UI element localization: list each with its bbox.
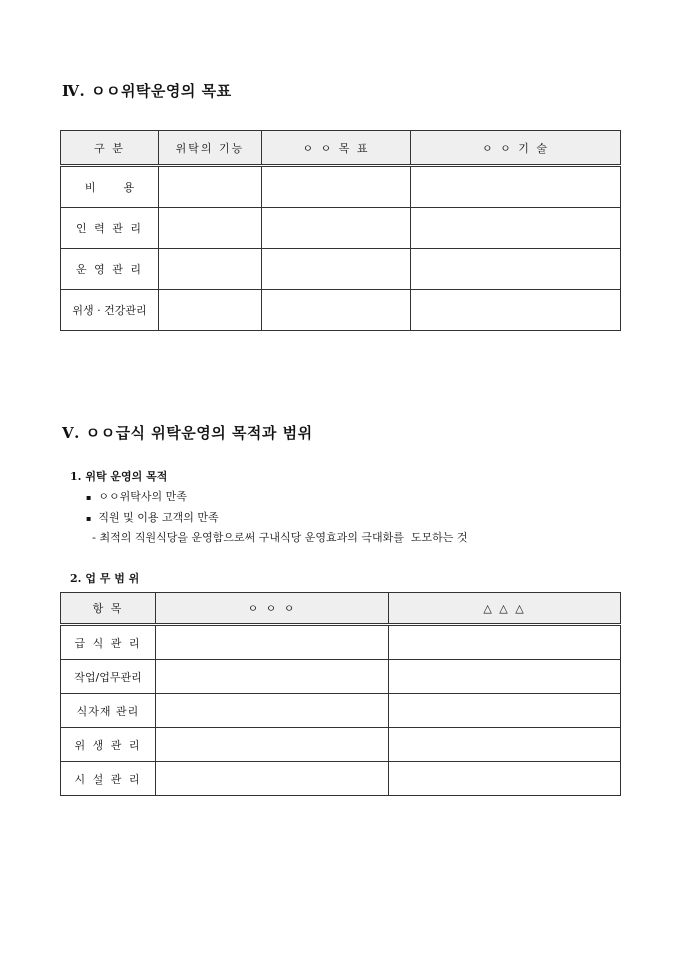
- list-item: [86, 509, 219, 525]
- table-cell: [156, 694, 389, 728]
- table-cell: [262, 166, 411, 208]
- row-label: 급 식 관 리: [61, 625, 156, 660]
- row-label: 위 생 관 리: [61, 728, 156, 762]
- table-cell: [156, 762, 389, 796]
- dash-icon: -: [92, 531, 96, 544]
- table-cell: [389, 728, 621, 762]
- table-cell: [411, 249, 621, 290]
- table-cell: [156, 625, 389, 660]
- table-header-row: [61, 593, 621, 625]
- header-party-b: △ △ △: [389, 593, 621, 625]
- row-label: 인 력 관 리: [61, 208, 159, 249]
- table-cell: [262, 290, 411, 331]
- table-cell: [262, 208, 411, 249]
- table-cell: [411, 166, 621, 208]
- bullet-icon: ▪: [86, 514, 92, 523]
- row-label: 작업/업무관리: [61, 660, 156, 694]
- row-label: 비 용: [61, 166, 159, 208]
- table-row: [61, 249, 621, 290]
- goals-table: [60, 130, 621, 331]
- header-category: 구 분: [61, 131, 159, 166]
- header-function: 위탁의 기능: [159, 131, 262, 166]
- table-row: [61, 762, 621, 796]
- purpose-subheading: 1. 위탁 운영의 목적: [70, 470, 168, 483]
- table-row: [61, 166, 621, 208]
- bullet-text: 직원 및 이용 고객의 만족: [98, 511, 219, 524]
- table-cell: [411, 290, 621, 331]
- table-row: [61, 625, 621, 660]
- table-cell: [159, 166, 262, 208]
- header-goal: ㅇ ㅇ 목 표: [262, 131, 411, 166]
- scope-subheading: 2. 업 무 범 위: [70, 572, 140, 585]
- table-cell: [159, 290, 262, 331]
- table-cell: [389, 762, 621, 796]
- list-item: [92, 529, 468, 545]
- row-label: 위생 · 건강관리: [61, 290, 159, 331]
- header-party-a: ㅇ ㅇ ㅇ: [156, 593, 389, 625]
- table-header-row: [61, 131, 621, 166]
- table-row: [61, 290, 621, 331]
- table-row: [61, 208, 621, 249]
- table-cell: [411, 208, 621, 249]
- table-cell: [156, 728, 389, 762]
- dash-text: 최적의 직원식당을 운영함으로써 구내식당 운영효과의 극대화를 도모하는 것: [99, 531, 468, 544]
- table-row: [61, 694, 621, 728]
- table-cell: [262, 249, 411, 290]
- row-label: 운 영 관 리: [61, 249, 159, 290]
- row-label: 시 설 관 리: [61, 762, 156, 796]
- row-label: 식자재 관리: [61, 694, 156, 728]
- list-item: [86, 488, 187, 504]
- table-row: [61, 660, 621, 694]
- table-cell: [389, 694, 621, 728]
- table-cell: [159, 249, 262, 290]
- section-4-heading: Ⅳ. ㅇㅇ위탁운영의 목표: [62, 82, 232, 100]
- table-row: [61, 728, 621, 762]
- table-cell: [389, 625, 621, 660]
- section-5-heading: Ⅴ. ㅇㅇ급식 위탁운영의 목적과 범위: [62, 424, 313, 442]
- header-item: 항 목: [61, 593, 156, 625]
- table-cell: [389, 660, 621, 694]
- table-cell: [156, 660, 389, 694]
- table-cell: [159, 208, 262, 249]
- header-technology: ㅇ ㅇ 기 술: [411, 131, 621, 166]
- bullet-text: ㅇㅇ위탁사의 만족: [98, 490, 187, 503]
- bullet-icon: ▪: [86, 493, 92, 502]
- scope-table: [60, 592, 621, 796]
